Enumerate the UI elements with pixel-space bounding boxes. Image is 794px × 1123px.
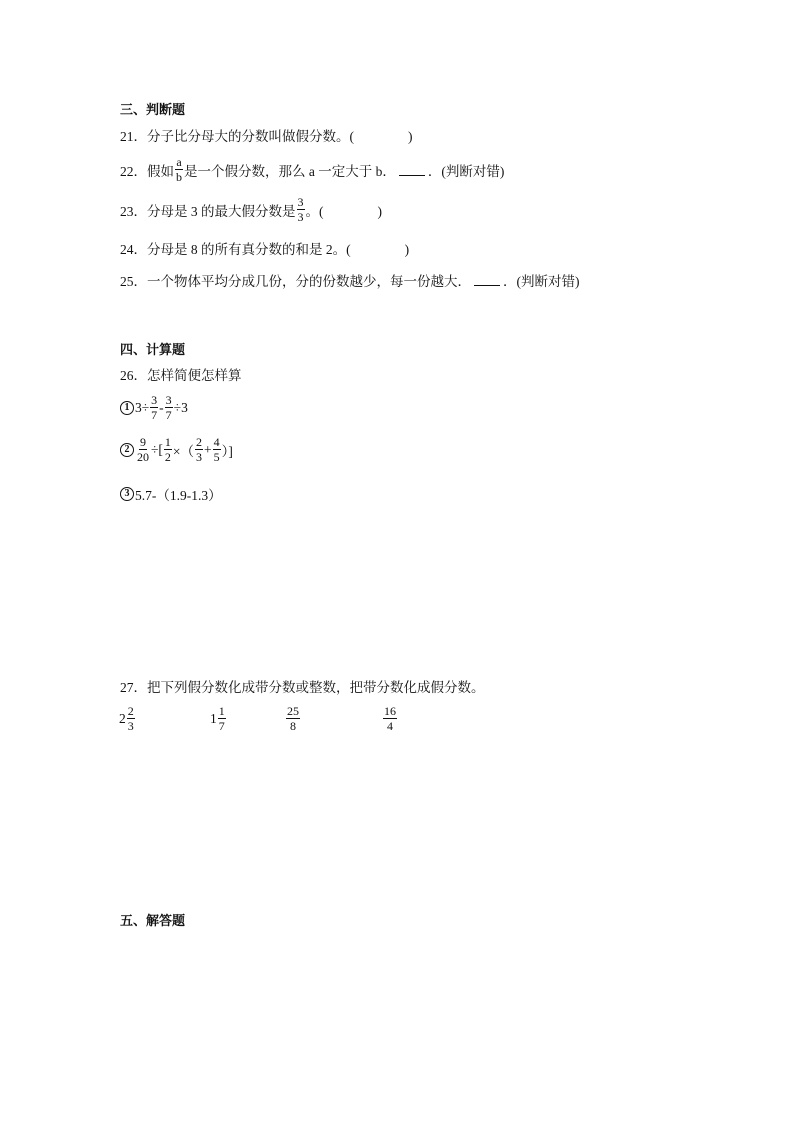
question-21: 21．分子比分母大的分数叫做假分数。( ) [120, 129, 413, 144]
expr1-part: ÷3 [173, 399, 188, 415]
question-27-stem: 27．把下列假分数化成带分数或整数，把带分数化成假分数。 [120, 680, 485, 695]
mixed-number-item [119, 705, 136, 732]
question-25 [120, 270, 580, 290]
expression-1 [120, 394, 188, 421]
fraction-3-over-3: $\frac{3}{3}$ [297, 195, 304, 224]
section-title-judgement: 三、判断题 [120, 102, 186, 117]
answer-blank[interactable] [399, 164, 425, 176]
fraction: $\frac{4}{5}$ [213, 435, 220, 464]
whole-part: 1 [210, 710, 217, 726]
expression-3 [120, 484, 222, 504]
section-title-calculation: 四、计算题 [120, 342, 186, 357]
circled-number-2: 2 [120, 443, 134, 457]
q22-prefix: 22．假如 [120, 163, 174, 179]
operator: - [159, 399, 164, 415]
improper-fraction-item [382, 705, 398, 732]
circled-number-1: 1 [120, 401, 134, 415]
expr2-part: ）] [221, 443, 233, 459]
q22-tail: ．(判断对错) [427, 163, 505, 179]
question-24: 24．分母是 8 的所有真分数的和是 2。( ) [120, 242, 410, 257]
expr1-part: 3÷ [135, 399, 150, 415]
expr2-part: ÷[ [151, 441, 163, 457]
expr2-part: ×（ [172, 443, 195, 459]
operator: + [204, 441, 212, 457]
circled-number-3: 3 [120, 487, 134, 501]
fraction: $\frac{1}{7}$ [218, 704, 225, 733]
fraction: $\frac{9}{20}$ [137, 435, 149, 464]
answer-blank[interactable] [474, 274, 500, 286]
fraction: $\frac{1}{2}$ [164, 435, 171, 464]
whole-part: 2 [119, 710, 126, 726]
fraction: $\frac{3}{7}$ [151, 393, 158, 422]
fraction-a-over-b: $\frac{a}{b}$ [176, 155, 182, 184]
q25-tail: ．(判断对错) [503, 274, 580, 289]
q23-prefix: 23．分母是 3 的最大假分数是 [120, 203, 296, 219]
question-26-stem: 26．怎样简便怎样算 [120, 368, 242, 383]
improper-fraction-item [285, 705, 301, 732]
expression-2 [120, 436, 233, 463]
fraction: $\frac{3}{7}$ [165, 393, 172, 422]
q25-statement: 25．一个物体平均分成几份，分的份数越少，每一份越大． [120, 274, 471, 289]
q23-suffix: 。( ) [305, 203, 382, 219]
expr3-text: 5.7-（1.9-1.3） [135, 488, 222, 503]
mixed-number-item [210, 705, 227, 732]
q22-statement: 是一个假分数，那么 a 一定大于 b． [184, 163, 396, 179]
section-title-answer: 五、解答题 [120, 913, 186, 928]
fraction: $\frac{25}{8}$ [287, 704, 299, 733]
fraction: $\frac{2}{3}$ [127, 704, 134, 733]
question-22 [120, 156, 504, 183]
fraction: $\frac{16}{4}$ [384, 704, 396, 733]
fraction: $\frac{2}{3}$ [196, 435, 203, 464]
question-23 [120, 196, 382, 223]
